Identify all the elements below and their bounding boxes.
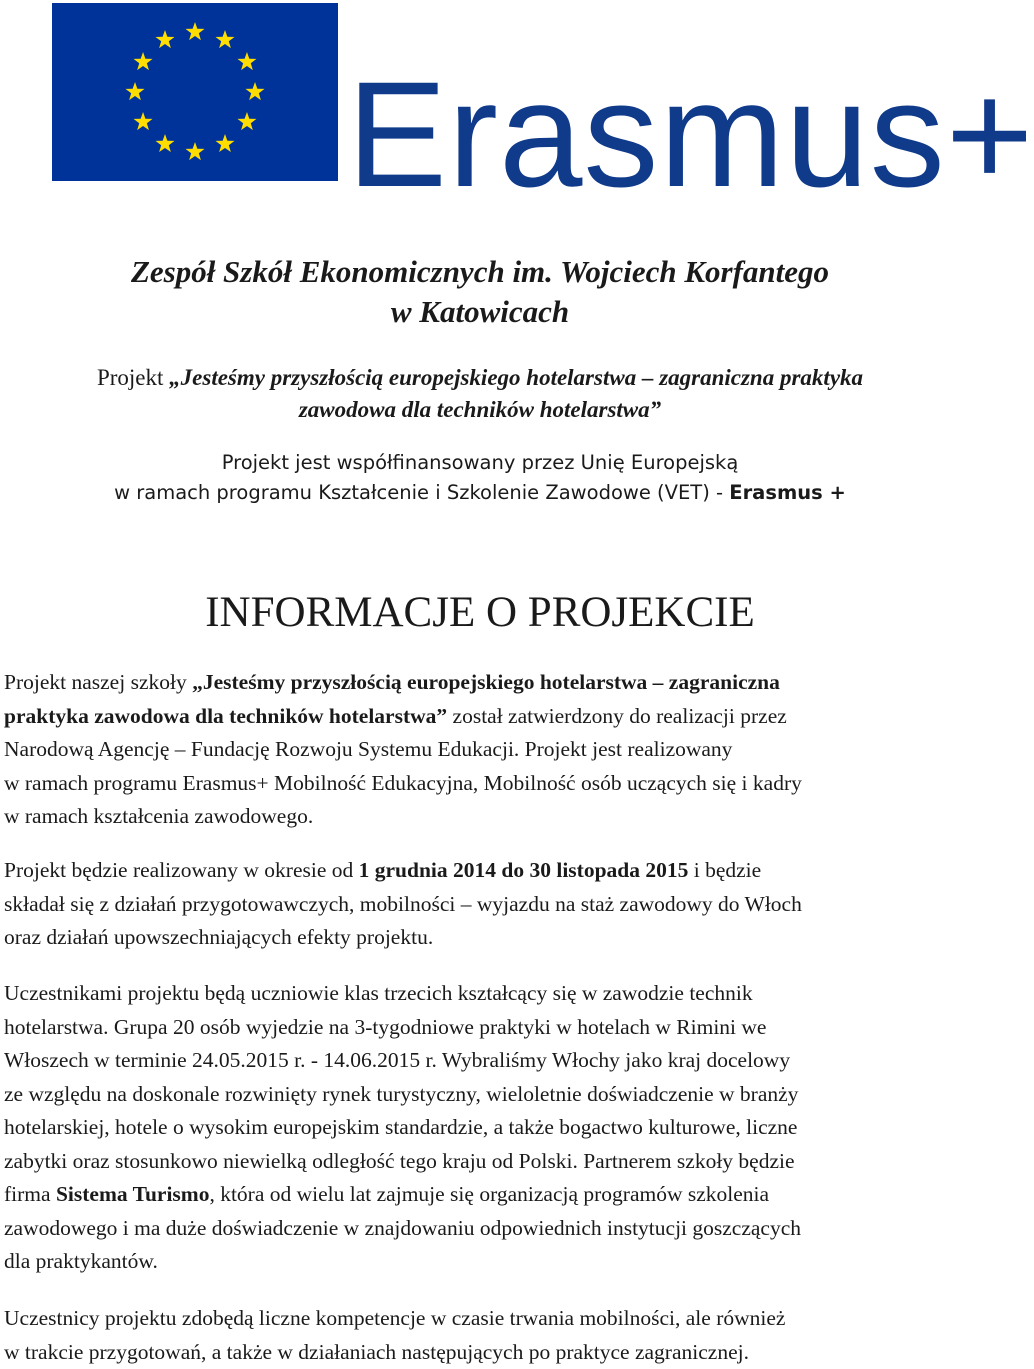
project-name-bold: praktyka zawodowa dla techników hotelarstwa” [4, 703, 448, 728]
cofinancing-note [0, 448, 960, 508]
paragraph-competences [4, 1302, 964, 1369]
text-line: zabytki oraz stosunkowo niewielką odległość tego kraju od Polski. Partnerem szkoły będzie [4, 1148, 795, 1173]
text-line: zawodowego i ma duże doświadczenie w znajdowaniu odpowiednich instytucji goszczących [4, 1215, 802, 1240]
text-line: ze względu na doskonale rozwinięty rynek turystyczny, wieloletnie doświadczenie w branży [4, 1081, 799, 1106]
eu-flag-icon [52, 3, 338, 181]
text-line: Uczestnikami projektu będą uczniowie klas trzecich kształcący się w zawodzie technik [4, 981, 753, 1005]
erasmus-wordmark: Erasmus+ [347, 50, 1034, 218]
school-name-line1: Zespół Szkół Ekonomicznych im. Wojciech Korfantego [130, 254, 830, 289]
text-line [4, 1178, 964, 1212]
paragraph-timeline [4, 854, 964, 955]
school-name [0, 252, 960, 332]
text-line [4, 854, 964, 888]
project-dates-bold: 1 grudnia 2014 do 30 listopada 2015 [358, 858, 689, 882]
text-span: firma [4, 1182, 56, 1206]
text-line: hotelarstwa. Grupa 20 osób wyjedzie na 3-tygodniowe praktyki w hotelach w Rimini we [4, 1014, 767, 1039]
cofinancing-program-name: Erasmus + [729, 481, 846, 504]
text-line: Włoszech w terminie 24.05.2015 r. - 14.06.2015 r. Wybraliśmy Włochy jako kraj docelowy [4, 1048, 791, 1072]
text-line: oraz działań upowszechniających efekty projektu. [4, 925, 434, 949]
text-line: Uczestnicy projektu zdobędą liczne kompetencje w czasie trwania mobilności, ale również [4, 1306, 786, 1330]
text-span: Projekt naszej szkoły [4, 670, 193, 694]
text-line: Narodową Agencję – Fundację Rozwoju Systemu Edukacji. Projekt jest realizowany [4, 737, 733, 761]
cofinancing-line1: Projekt jest współfinansowany przez Unię Europejską [221, 451, 739, 474]
text-line: hotelarskiej, hotele o wysokim europejskim standardzie, a także bogactwo kulturowe, liczne [4, 1115, 798, 1139]
text-line: w trakcie przygotowań, a także w działaniach następujących po praktyce zagranicznej. [4, 1339, 749, 1364]
text-span: i będzie [688, 858, 762, 882]
erasmus-logo [52, 3, 1034, 218]
text-line: składał się z działań przygotowawczych, mobilności – wyjazdu na staż zawodowy do Włoch [4, 891, 802, 916]
text-line [4, 700, 964, 734]
paragraph-approval [4, 666, 964, 834]
project-title-line1 [0, 362, 960, 394]
text-line [4, 666, 964, 700]
text-span: Projekt będzie realizowany w okresie od [4, 858, 359, 882]
partner-name-bold: Sistema Turismo [55, 1182, 210, 1206]
project-title-text-cont: zawodowa dla techników hotelarstwa” [298, 397, 662, 422]
text-line: w ramach kształcenia zawodowego. [4, 804, 314, 828]
text-line: w ramach programu Erasmus+ Mobilność Edukacyjna, Mobilność osób uczących się i kadry [4, 770, 802, 795]
text-span: został zatwierdzony do realizacji przez [447, 703, 787, 728]
project-name-bold: „Jesteśmy przyszłością europejskiego hotelarstwa – zagraniczna [192, 670, 780, 694]
school-name-line2: w Katowicach [390, 294, 570, 329]
paragraph-participants [4, 977, 964, 1279]
info-heading: INFORMACJE O PROJEKCIE [205, 589, 755, 636]
text-line: dla praktykantów. [4, 1249, 158, 1273]
project-title-text: „Jesteśmy przyszłością europejskiego hotelarstwa – zagraniczna praktyka [169, 365, 864, 390]
cofinancing-line2 [0, 478, 960, 508]
cofinancing-program-text: w ramach programu Kształcenie i Szkolenie Zawodowe (VET) - [114, 481, 730, 504]
project-title [0, 362, 960, 426]
project-prefix: Projekt [96, 365, 170, 390]
project-title-line2 [0, 394, 960, 426]
text-span: , która od wielu lat zajmuje się organizacją programów szkolenia [209, 1182, 770, 1206]
